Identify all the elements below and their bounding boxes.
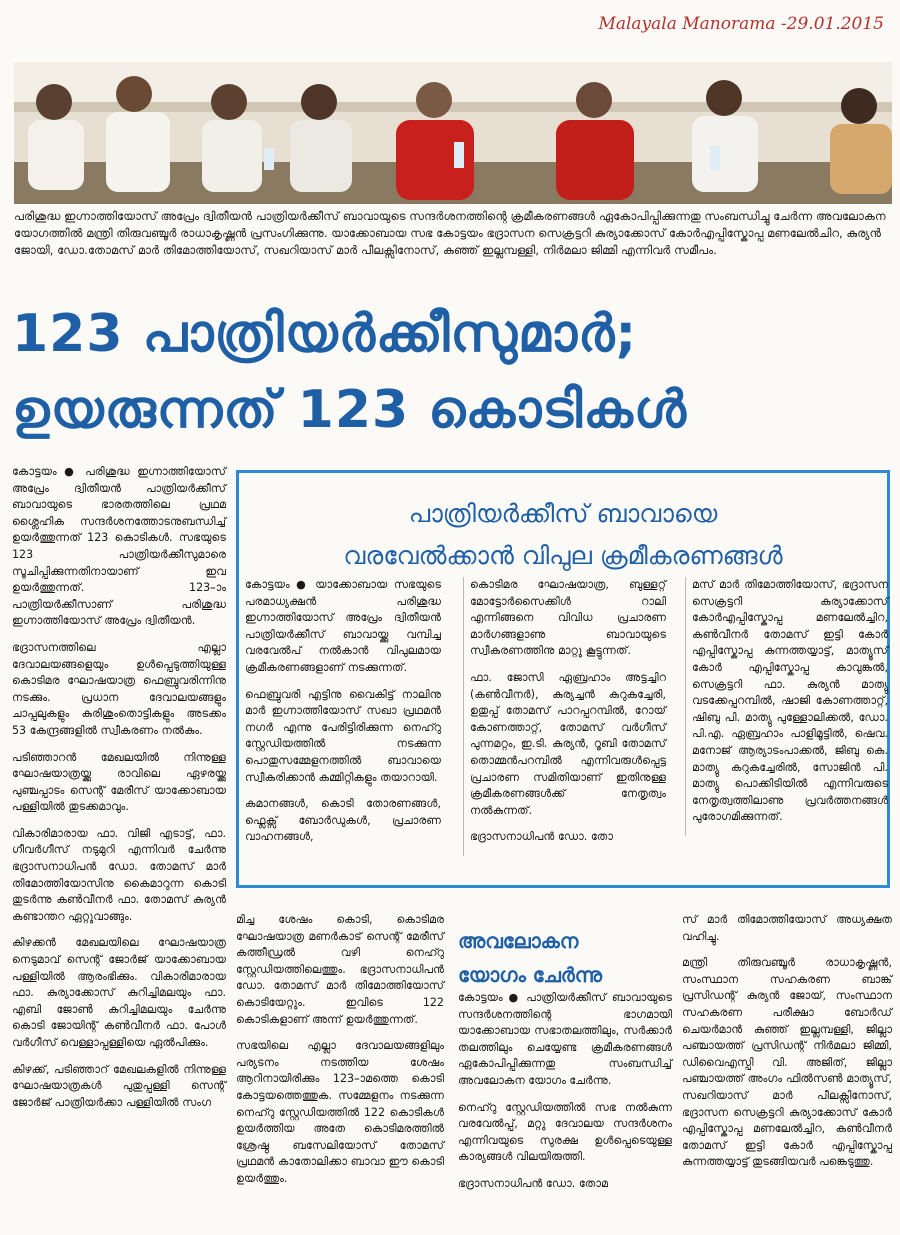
masthead: Malayala Manorama -29.01.2015: [598, 14, 884, 34]
article-column-3: [458, 990, 672, 1203]
paragraph: കമാനങ്ങൾ, കൊടി തോരണങ്ങൾ, ഫ്ലെക്സ് ബോർഡുകൾ, പ്രചാരണ വാഹനങ്ങൾ,: [245, 797, 441, 844]
paragraph: നെഹ്റു സ്റ്റേഡിയത്തിൽ സഭ നൽകുന്ന വരവേൽപ്പ്, മറ്റു ദേവാലയ സന്ദർശനം എന്നിവയുടെ സുരക്ഷ ഉൾപ്പെടെയുള്ള കാര്യങ്ങൾ വിലയിരുത്തി.: [458, 1100, 672, 1164]
paragraph: മസ് മാർ തിമോത്തിയോസ്, ഭദ്രാസന സെക്രട്ടറി കുര്യാക്കോസ് കോർഎപ്പിസ്കോപ്പ മണലേൽച്ചിറ, കൺവീനർ തോമസ് ഇട്ടി കോർ എപ്പിസ്കോപ്പ കുന്നത്തയ്യാട്ട്, മാത്യൂസ് കോർ എപ്പിസ്കോപ്പ കാവുങ്കൽ, സെക്രട്ടറി ഫാ. കുര്യൻ മാത്യു വടക്കേപ്പറമ്പിൽ, ഷാജി കോണത്താറ്റ്, ഷിബു പി. മാത്യു പുള്ളോലിക്കൽ, ഡോ. പി.എ. ഏബ്രഹാം പാളിമൂട്ടിൽ, ഷെവ. മനോജ് ആര്യാടംപാക്കൽ, ജിബു കെ. മാത്യു കറുകച്ചേരിൽ, സോജിൻ പി. മാത്യു പൊക്കിടിയിൽ എന്നിവരുടെ നേതൃത്വത്തിലാണു പ്രവർത്തനങ്ങൾ പുരോഗമിക്കുന്നത്.: [692, 578, 888, 824]
article-column-2: [236, 912, 444, 1198]
paragraph: മന്ത്രി തിരുവഞ്ചൂർ രാധാകൃഷ്ണൻ, സംസ്ഥാന സഹകരണ ബാങ്ക് പ്രസിഡന്റ് കുര്യൻ ജോയ്, സംസ്ഥാന സഹകരണ പരീക്ഷാ ബോർഡ് ചെയർമാൻ കുഞ്ഞ് ഇല്ലമ്പള്ളി, ജില്ലാ പഞ്ചായത്ത് പ്രസിഡന്റ് നിർമലാ ജിമ്മി, ഡിവൈഎസ്പി വി. അജിത്, ജില്ലാ പഞ്ചായത്ത് അംഗം ഫിൽസൺ മാത്യൂസ്, സഖറിയാസ് മാർ പീലക്സിനോസ്, ഭദ്രാസന സെക്രട്ടറി കുര്യാക്കോസ് കോർ എപ്പിസ്കോപ്പ മണലേൽച്ചിറ, കൺവീനർ തോമസ് ഇട്ടി കോർ എപ്പിസ്കോപ്പ കുന്നത്തയ്യാട്ട് തുടങ്ങിയവർ പങ്കെടുത്തു.: [682, 956, 892, 1169]
paragraph: ഫെബ്രുവരി എട്ടിനു വൈകിട്ട് നാലിനു മാർ ഇഗ്നാത്തിയോസ് സഖാ പ്രഥമൻ നഗർ എന്നു പേരിട്ടിരിക്കുന്ന നെഹ്റു സ്റ്റേഡിയത്തിൽ നടക്കുന്ന പൊതുസമ്മേളനത്തിൽ ബാവായെ സ്വീകരിക്കാൻ കമ്മിറ്റികളും തയാറായി.: [245, 687, 441, 784]
paragraph: സ് മാർ തിമോത്തിയോസ് അധ്യക്ഷത വഹിച്ചു.: [682, 913, 892, 943]
box-headline-line-2: വരവേൽക്കാൻ വിപുല ക്രമീകരണങ്ങൾ: [343, 541, 783, 570]
sidebar-article-box: [236, 470, 890, 888]
meeting-photo-illustration: [14, 62, 892, 204]
paragraph: കോട്ടയം ● പരിശുദ്ധ ഇഗ്നാത്തിയോസ് അപ്രേം ദ്വിതീയൻ പാത്രിയർക്കീസ് ബാവായുടെ ഭാരതത്തിലെ പ്രഥമ ശ്ലൈഹിക സന്ദർശനത്തോടനുബന്ധിച്ച് ഉയർത്തുന്നത് 123 കൊടികൾ. സഭയുടെ 123 പാത്രിയർക്കീസുമാരെ സൂചിപ്പിക്കുന്നതിനായാണ് ഇവ ഉയർത്തുന്നത്. 123–ാം പാത്രിയർക്കീസാണ് പരിശുദ്ധ ഇഗ്നാത്തിയോസ് അപ്രേം ദ്വിതീയൻ.: [12, 465, 226, 628]
box-column-2: [463, 577, 666, 856]
box-headline-line-1: പാത്രിയർക്കീസ് ബാവായെ: [408, 499, 718, 528]
paragraph: കോട്ടയം ● പാത്രിയർക്കീസ് ബാവായുടെ സന്ദർശനത്തിന്റെ ഭാഗമായി യാക്കോബായ സഭാതലത്തിലും, സർക്കാർ തലത്തിലും ചെയ്യേണ്ട ക്രമീകരണങ്ങൾ ഏകോപിപ്പിക്കുന്നതു സംബന്ധിച്ച് അവലോകന യോഗം ചേർന്നു.: [458, 991, 672, 1087]
paragraph: പടിഞ്ഞാറൻ മേഖലയിൽ നിന്നുള്ള ഘോഷയാത്രയ്ക്കു രാവിലെ ഏഴരയ്ക്കു പുഞ്ചപ്പാടം സെന്റ് മേരീസ് യാക്കോബായ പള്ളിയിൽ തുടക്കമാവും.: [12, 750, 226, 814]
article-column-4: [682, 912, 892, 1181]
paragraph: കൊടിമര ഘോഷയാത്ര, ബുള്ളറ്റ് മോട്ടോർസൈക്കിൾ റാലി എന്നിങ്ങനെ വിവിധ പ്രചാരണ മാർഗങ്ങളാണു ബാവായുടെ സ്വീകരണത്തിനു മാറ്റു കൂട്ടുന്നത്.: [470, 578, 666, 658]
box-column-1: [245, 577, 441, 856]
news-photo: [14, 62, 892, 204]
photo-caption: പരിശുദ്ധ ഇഗ്നാത്തിയോസ് അപ്രേം ദ്വിതീയൻ പാത്രിയർക്കീസ് ബാവായുടെ സന്ദർശനത്തിന്റെ ക്രമീകരണങ്ങൾ ഏകോപിപ്പിക്കുന്നതു സംബന്ധിച്ചു ചേർന്ന അവലോകന യോഗത്തിൽ മന്ത്രി തിരുവഞ്ചൂർ രാധാകൃഷ്ണൻ പ്രസംഗിക്കുന്നു. യാക്കോബായ സഭ കോട്ടയം ഭദ്രാസന സെക്രട്ടറി കുര്യാക്കോസ് കോർഎപ്പിസ്കോപ്പ മണലേൽചിറ, കുര്യൻ ജോയി, ഡോ.തോമസ് മാർ തിമോത്തിയോസ്, സഖറിയാസ് മാർ പീലക്സിനോസ്, കുഞ്ഞ് ഇല്ലമ്പള്ളി, നിർമലാ ജിമ്മി എന്നിവർ സമീപം.: [14, 209, 886, 257]
headline-line-1: 123 പാത്രിയർക്കീസുമാർ;: [12, 304, 638, 364]
subheadline-line-2: യോഗം ചേർന്നു: [458, 963, 603, 987]
paragraph: വികാരിമാരായ ഫാ. വിജി എടാട്ട്, ഫാ. ഗീവർഗീസ് നടുമുറി എന്നിവർ ചേർന്നു ഭദ്രാസനാധിപൻ ഡോ. തോമസ് മാർ തിമോത്തിയോസിനു കൈമാറുന്ന കൊടി തുടർന്നു കൺവീനർ ഫാ. തോമസ് കുര്യൻ കണ്ടാന്തറ ഏറ്റുവാങ്ങും.: [12, 826, 226, 923]
subheadline: [458, 924, 658, 992]
paragraph: കിഴക്കൻ മേഖലയിലെ ഘോഷയാത്ര നെടുമാവ് സെന്റ് ജോർജ് യാക്കോബായ പള്ളിയിൽ ആരംഭിക്കും. വികാരിമാരായ ഫാ. കുര്യാക്കോസ് കുറിച്ചിമലയും ഫാ. എബി ജോൺ കുറിച്ചിമലയും ചേർന്നു കൊടി ജോയിന്റ് കൺവീനർ ഫാ. പോൾ വർഗീസ് വെള്ളാപ്പള്ളിയെ ഏൽപിക്കും.: [12, 936, 226, 1049]
paragraph: ഫാ. ജോസി ഏബ്രഹാം അട്ടച്ചിറ (കൺവീനർ), കുര്യച്ചൻ കറുകച്ചേരി, ഉതുപ്പ് തോമസ് പാറപ്പറമ്പിൽ, റോയ് കോണത്താറ്റ്, തോമസ് വർഗീസ് പുന്നമറ്റം, ഇ.ടി. കുര്യൻ, റൂബി തോമസ് തൊമ്മൻപറമ്പിൽ എന്നിവരുൾപ്പെട്ട പ്രചാരണ സമിതിയാണ് ഇതിനുള്ള ക്രമീകരണങ്ങൾക്ക് നേതൃത്വം നൽകുന്നത്.: [470, 670, 666, 817]
paragraph: മിച്ച ശേഷം കൊടി, കൊടിമര ഘോഷയാത്ര മണർകാട് സെന്റ് മേരീസ് കത്തീഡ്രൽ വഴി നെഹ്റു സ്റ്റേഡിയത്തിലെത്തും. ഭദ്രാസനാധിപൻ ഡോ. തോമസ് മാർ തിമോത്തിയോസ് കൊടിയേറ്റും. ഇവിടെ 122 കൊടികളാണ് അന്ന് ഉയർത്തുന്നത്.: [236, 913, 444, 1026]
subheadline-line-1: അവലോകന: [458, 929, 579, 953]
box-column-3: [685, 577, 888, 836]
paragraph: സഭയിലെ എല്ലാ ദേവാലയങ്ങളിലും പര്യടനം നടത്തിയ ശേഷം ആറിനായിരിക്കും 123–ാമത്തെ കൊടി കോട്ടയത്തെത്തുക. സമ്മേളനം നടക്കുന്ന നെഹ്റു സ്റ്റേഡിയത്തിൽ 122 കൊടികൾ ഉയർത്തിയ അതേ കൊടിമരത്തിൽ ശ്രേഷ്ഠ ബസേലിയോസ് തോമസ് പ്രഥമൻ കാതോലിക്കാ ബാവാ ഈ കൊടി ഉയർത്തും.: [236, 1039, 444, 1185]
headline-line-2: ഉയരുന്നത് 123 കൊടികൾ: [12, 380, 688, 440]
headline: [12, 296, 892, 448]
paragraph: ഭദ്രാസനാധിപൻ ഡോ. തോമ: [458, 1176, 608, 1190]
article-column-1: [12, 464, 226, 1121]
paragraph: കോട്ടയം ● യാക്കോബായ സഭയുടെ പരമാധ്യക്ഷൻ പരിശുദ്ധ ഇഗ്നാത്തിയോസ് അപ്രേം ദ്വിതീയൻ പാത്രിയർക്കീസ് ബാവായ്ക്കു വമ്പിച്ച വരവേൽപ് നൽകാൻ വിപുലമായ ക്രമീകരണങ്ങളാണ് നടക്കുന്നത്.: [245, 578, 441, 674]
box-headline: [239, 493, 887, 577]
paragraph: കിഴക്ക്, പടിഞ്ഞാറ് മേഖലകളിൽ നിന്നുള്ള ഘോഷയാത്രകൾ പുതുപ്പള്ളി സെന്റ് ജോർജ് പാത്രിയർക്കാ പള്ളിയിൽ സംഗ: [12, 1062, 226, 1109]
paragraph: ഭദ്രാസനാധിപൻ ഡോ. തോ: [470, 830, 613, 844]
paragraph: ഭദ്രാസനത്തിലെ എല്ലാ ദേവാലയങ്ങളെയും ഉൾപ്പെടുത്തിയുള്ള കൊടിമര ഘോഷയാത്ര ഫെബ്രുവരിന്നിനു നടക്കും. പ്രധാന ദേവാലയങ്ങളും ചാപ്പലുകളും കുരിശുംതൊട്ടികളും അടക്കം 53 കേന്ദ്രങ്ങളിൽ സ്വീകരണം നൽകും.: [12, 640, 226, 737]
